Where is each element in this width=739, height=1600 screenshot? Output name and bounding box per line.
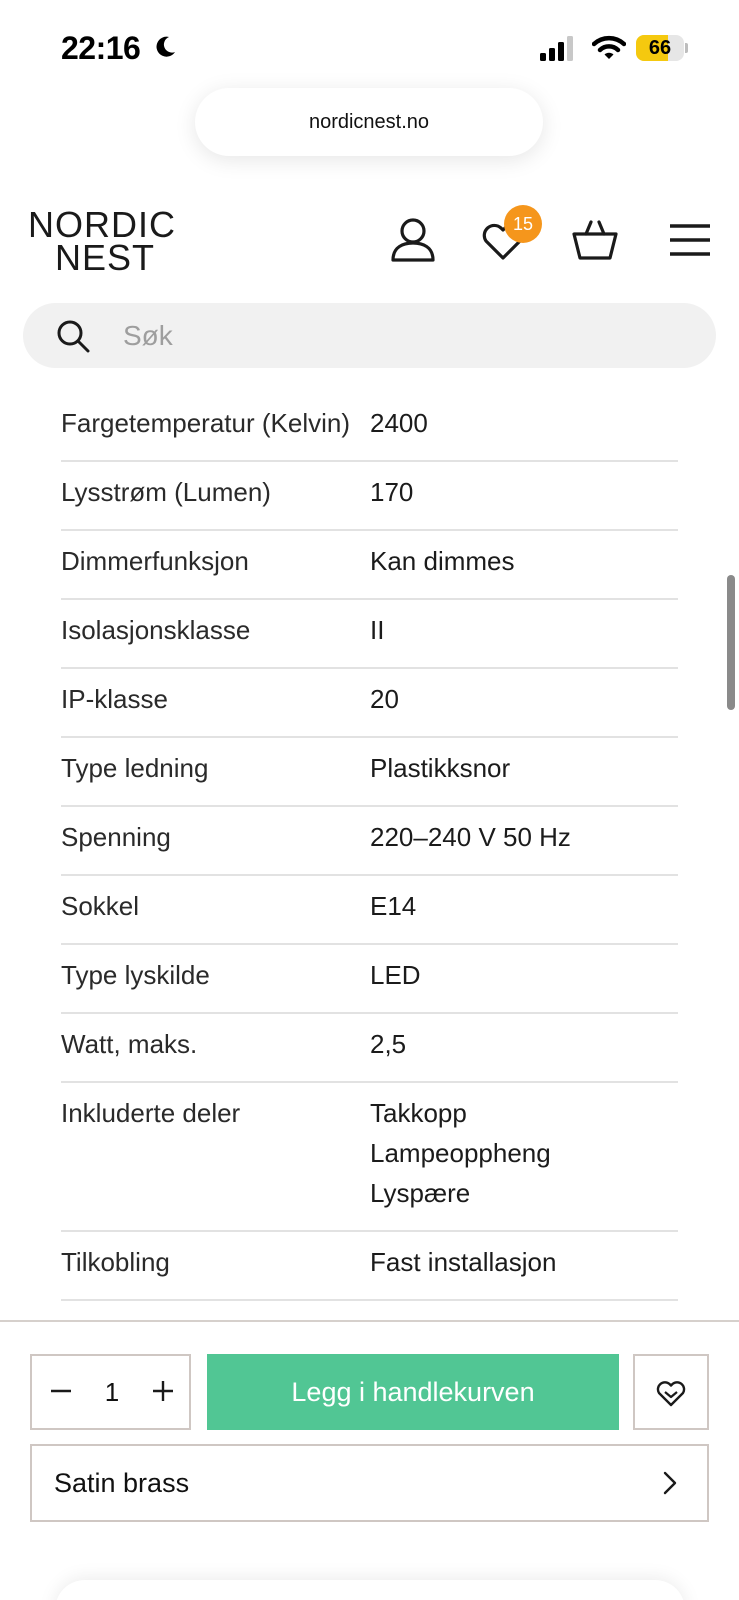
spec-value-line: Lyspære bbox=[370, 1178, 471, 1208]
battery-level: 66 bbox=[648, 37, 672, 59]
spec-value bbox=[370, 1024, 678, 1064]
variant-label: Satin brass bbox=[54, 1468, 190, 1498]
status-time: 22:16 bbox=[61, 30, 141, 66]
spec-value-line: 20 bbox=[370, 684, 399, 714]
spec-row bbox=[61, 1014, 678, 1083]
spec-value-line: 220–240 V 50 Hz bbox=[370, 822, 571, 852]
spec-value-line: Plastikksnor bbox=[370, 753, 511, 783]
search-icon[interactable] bbox=[56, 319, 90, 353]
spec-row bbox=[61, 1083, 678, 1232]
spec-value bbox=[370, 817, 678, 857]
menu-icon[interactable] bbox=[664, 216, 714, 266]
spec-row bbox=[61, 600, 678, 669]
spec-label: Dimmerfunksjon bbox=[61, 546, 249, 576]
search-bar[interactable] bbox=[23, 303, 716, 368]
heart-icon bbox=[654, 1376, 688, 1410]
spec-label: Isolasjonsklasse bbox=[61, 615, 251, 645]
site-logo[interactable] bbox=[28, 204, 178, 278]
spec-value bbox=[370, 748, 678, 788]
add-to-cart-button[interactable]: Legg i handlekurven bbox=[207, 1354, 619, 1430]
spec-label: Inkluderte deler bbox=[61, 1098, 241, 1128]
account-icon[interactable] bbox=[388, 216, 438, 266]
purchase-bar bbox=[0, 1320, 739, 1600]
content-card bbox=[55, 1580, 685, 1600]
spec-value-line: Takkopp bbox=[370, 1098, 467, 1128]
minus-icon[interactable] bbox=[44, 1374, 78, 1408]
quantity-stepper bbox=[30, 1354, 191, 1430]
status-bar bbox=[0, 0, 739, 90]
spec-label: Spenning bbox=[61, 822, 171, 852]
logo-line1: NORDIC bbox=[28, 204, 176, 245]
basket-icon[interactable] bbox=[570, 216, 620, 266]
spec-row bbox=[61, 807, 678, 876]
spec-value-line: Fast installasjon bbox=[370, 1247, 557, 1277]
address-bar[interactable]: nordicnest.no bbox=[195, 88, 543, 156]
spec-value bbox=[370, 679, 678, 719]
spec-table bbox=[61, 393, 678, 1370]
spec-row bbox=[61, 531, 678, 600]
spec-value-line: Lampeoppheng bbox=[370, 1138, 551, 1168]
spec-value bbox=[370, 955, 678, 995]
spec-value-line: E14 bbox=[370, 891, 417, 921]
spec-row bbox=[61, 462, 678, 531]
variant-selector[interactable] bbox=[30, 1444, 709, 1522]
spec-label: Watt, maks. bbox=[61, 1029, 198, 1059]
spec-value-line: 170 bbox=[370, 477, 414, 507]
chevron-right-icon bbox=[657, 1470, 683, 1496]
scrollbar[interactable] bbox=[727, 575, 735, 710]
spec-value bbox=[370, 541, 678, 581]
spec-row bbox=[61, 738, 678, 807]
moon-icon bbox=[152, 34, 178, 60]
spec-value-line: II bbox=[370, 615, 385, 645]
spec-label: Lysstrøm (Lumen) bbox=[61, 477, 271, 507]
spec-value bbox=[370, 472, 678, 512]
spec-value bbox=[370, 1242, 678, 1282]
logo-line2: NEST bbox=[55, 237, 156, 278]
spec-value-line: 2400 bbox=[370, 408, 428, 438]
spec-value bbox=[370, 886, 678, 926]
spec-value bbox=[370, 403, 678, 443]
spec-value bbox=[370, 1093, 678, 1213]
spec-value-line: LED bbox=[370, 960, 421, 990]
signal-icon bbox=[540, 36, 578, 62]
spec-label: Fargetemperatur (Kelvin) bbox=[61, 408, 350, 438]
spec-value bbox=[370, 610, 678, 650]
spec-row bbox=[61, 669, 678, 738]
spec-value-line: 2,5 bbox=[370, 1029, 407, 1059]
search-input[interactable] bbox=[123, 303, 683, 368]
spec-row bbox=[61, 945, 678, 1014]
spec-row bbox=[61, 393, 678, 462]
plus-icon[interactable] bbox=[146, 1374, 180, 1408]
battery-indicator bbox=[636, 35, 688, 61]
spec-row bbox=[61, 1232, 678, 1301]
spec-label: Type ledning bbox=[61, 753, 209, 783]
spec-row bbox=[61, 876, 678, 945]
spec-label: Type lyskilde bbox=[61, 960, 210, 990]
spec-label: IP-klasse bbox=[61, 684, 168, 714]
spec-label: Sokkel bbox=[61, 891, 140, 921]
spec-label: Tilkobling bbox=[61, 1247, 170, 1277]
wifi-icon bbox=[592, 34, 626, 62]
wishlist-count-badge: 15 bbox=[504, 205, 542, 243]
quantity-value[interactable]: 1 bbox=[104, 1377, 120, 1407]
spec-value-line: Kan dimmes bbox=[370, 546, 515, 576]
add-to-wishlist-button[interactable] bbox=[633, 1354, 709, 1430]
